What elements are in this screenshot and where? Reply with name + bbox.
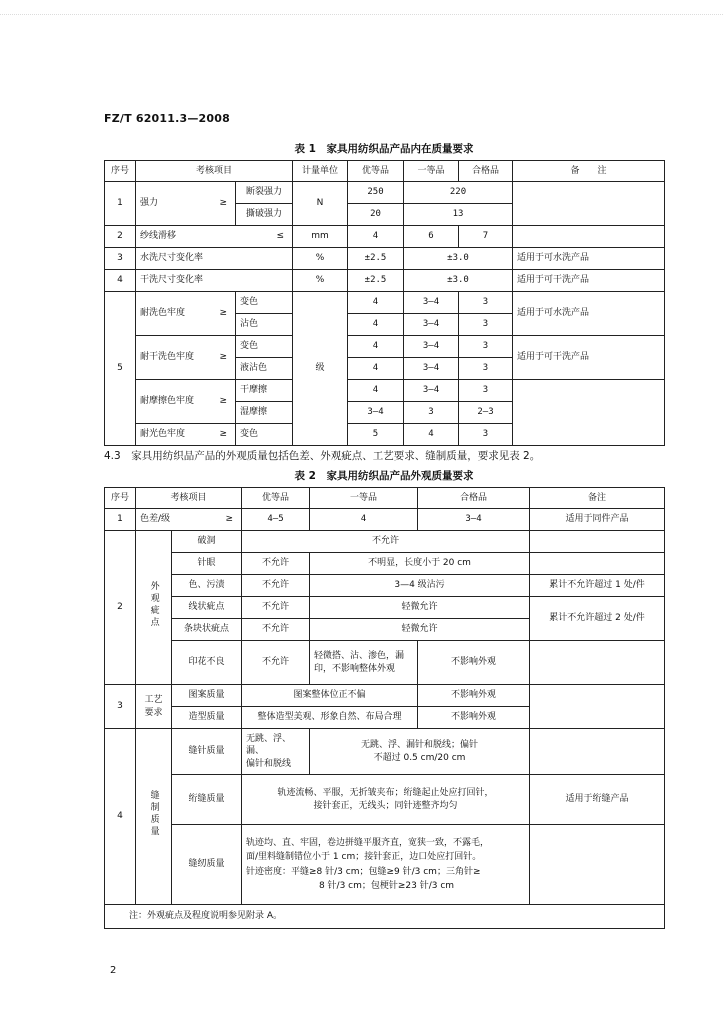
note-cell xyxy=(513,226,665,248)
value-cell: 250 xyxy=(348,182,404,204)
row-number: 3 xyxy=(105,685,136,729)
value-line: 面/里料缝制错位小于 1 cm；接针套正，边口处应打回针。 xyxy=(246,852,482,863)
header-cell: 一等品 xyxy=(404,161,459,182)
table-row xyxy=(105,248,665,270)
inequality-sign: ≥ xyxy=(225,514,234,525)
item-cell xyxy=(136,424,236,446)
value-cell xyxy=(242,825,530,905)
value-cell: 6 xyxy=(404,226,459,248)
note-cell: 适用于绗缝产品 xyxy=(530,775,665,825)
value-cell: 4 xyxy=(348,358,404,380)
header-cell: 计量单位 xyxy=(293,161,348,182)
group-label: 要求 xyxy=(144,707,163,718)
table-row xyxy=(105,775,665,825)
header-cell: 备注 xyxy=(530,488,665,509)
unit-cell: 级 xyxy=(293,292,348,446)
value-cell: 4 xyxy=(348,226,404,248)
note-cell xyxy=(530,553,665,575)
value-cell: 4 xyxy=(348,380,404,402)
value-cell xyxy=(310,729,530,775)
value-cell: 3—4 xyxy=(404,314,459,336)
value-cell: 5 xyxy=(348,424,404,446)
table-row xyxy=(105,531,665,553)
section-paragraph: 4.3 家具用纺织品产品的外观质量包括色差、外观疵点、工艺要求、缝制质量，要求见表 2。 xyxy=(104,450,541,462)
value-cell: 3—4 xyxy=(404,380,459,402)
scan-artifact-line xyxy=(0,14,723,19)
header-cell: 合格品 xyxy=(459,161,513,182)
value-cell: ±2.5 xyxy=(348,270,404,292)
row-number: 5 xyxy=(105,292,136,446)
row-number: 1 xyxy=(105,182,136,226)
header-cell: 优等品 xyxy=(348,161,404,182)
table2 xyxy=(104,487,665,929)
header-cell: 序号 xyxy=(105,161,136,182)
table-row xyxy=(105,597,665,619)
value-cell: 4 xyxy=(348,292,404,314)
table-row xyxy=(105,685,665,707)
value-cell: 3—4 xyxy=(404,292,459,314)
value-cell: 4 xyxy=(404,424,459,446)
value-cell: ±2.5 xyxy=(348,248,404,270)
value-cell: 7 xyxy=(459,226,513,248)
item-cell xyxy=(136,292,236,336)
item-label: 强力 xyxy=(140,198,159,209)
item-cell xyxy=(136,182,236,226)
table-footnote-row xyxy=(105,905,665,929)
value-cell: 不允许 xyxy=(242,619,310,641)
note-cell: 适用于同件产品 xyxy=(530,509,665,531)
note-cell: 累计不允许超过 2 处/件 xyxy=(530,597,665,641)
value-cell: 4—5 xyxy=(242,509,310,531)
sub-item: 图案质量 xyxy=(172,685,242,707)
sub-item: 线状疵点 xyxy=(172,597,242,619)
value-cell: 整体造型美观、形象自然、布局合理 xyxy=(242,707,418,729)
inequality-sign: ≥ xyxy=(219,198,227,209)
sub-item: 撕破强力 xyxy=(236,204,293,226)
value-cell: ±3.0 xyxy=(404,248,513,270)
inequality-sign: ≥ xyxy=(219,429,227,440)
inequality-sign: ≥ xyxy=(219,308,227,319)
item-cell xyxy=(136,226,293,248)
row-number: 1 xyxy=(105,509,136,531)
value-line: 无跳、浮、漏针和脱线；偏针 xyxy=(361,740,479,751)
note-cell: 适用于可水洗产品 xyxy=(513,248,665,270)
table-row xyxy=(105,270,665,292)
group-label: 外观疵点 xyxy=(148,581,159,630)
table2-caption: 表 2 家具用纺织品产品外观质量要求 xyxy=(294,470,474,482)
row-number: 2 xyxy=(105,226,136,248)
sub-item: 造型质量 xyxy=(172,707,242,729)
sub-item: 缝针质量 xyxy=(172,729,242,775)
item-label: 耐洗色牢度 xyxy=(140,308,186,319)
table-row xyxy=(105,575,665,597)
value-line: 8 针/3 cm；包梗针≥23 针/3 cm xyxy=(318,880,455,891)
unit-cell: % xyxy=(293,270,348,292)
value-line: 针迹密度：平缝≥8 针/3 cm；包缝≥9 针/3 cm；三角针≥ xyxy=(246,866,481,877)
value-cell xyxy=(310,641,418,685)
value-cell: 不允许 xyxy=(242,641,310,685)
header-cell: 合格品 xyxy=(418,488,530,509)
value-cell: 不明显，长度小于 20 cm xyxy=(310,553,530,575)
value-cell: 220 xyxy=(404,182,513,204)
table1-header-row xyxy=(105,161,665,182)
value-cell: 4 xyxy=(310,509,418,531)
note-cell: 适用于可水洗产品 xyxy=(513,292,665,336)
table2-header-row xyxy=(105,488,665,509)
header-cell: 序号 xyxy=(105,488,136,509)
value-cell: 轻微允许 xyxy=(310,619,530,641)
value-cell: 3 xyxy=(459,336,513,358)
inequality-sign: ≥ xyxy=(219,396,227,407)
group-label: 工艺 xyxy=(144,695,163,706)
sub-item: 针眼 xyxy=(172,553,242,575)
item-label: 耐光色牢度 xyxy=(140,429,186,440)
value-cell: 轻微允许 xyxy=(310,597,530,619)
value-cell xyxy=(242,729,310,775)
sub-item: 缝纫质量 xyxy=(172,825,242,905)
value-cell: 3 xyxy=(459,358,513,380)
header-cell: 考核项目 xyxy=(136,161,293,182)
table-row xyxy=(105,226,665,248)
value-cell: 3 xyxy=(459,380,513,402)
sub-item: 变色 xyxy=(236,424,293,446)
value-cell: 3—4 xyxy=(404,358,459,380)
sub-item: 变色 xyxy=(236,292,293,314)
table-row xyxy=(105,336,665,358)
value-cell xyxy=(242,775,530,825)
sub-item: 条块状疵点 xyxy=(172,619,242,641)
value-cell: 不影响外观 xyxy=(418,707,530,729)
sub-item: 印花不良 xyxy=(172,641,242,685)
row-number: 4 xyxy=(105,270,136,292)
value-cell: 13 xyxy=(404,204,513,226)
note-cell xyxy=(513,182,665,226)
sub-item: 湿摩擦 xyxy=(236,402,293,424)
sub-item: 断裂强力 xyxy=(236,182,293,204)
note-cell: 适用于可干洗产品 xyxy=(513,270,665,292)
note-cell xyxy=(530,531,665,553)
item-label: 水洗尺寸变化率 xyxy=(136,248,293,270)
group-label: 缝制质量 xyxy=(148,790,159,839)
standard-code: FZ/T 62011.3—2008 xyxy=(104,112,230,125)
item-cell xyxy=(136,509,242,531)
value-cell: 不影响外观 xyxy=(418,685,530,707)
sub-item: 沾色 xyxy=(236,314,293,336)
sub-item: 破洞 xyxy=(172,531,242,553)
value-cell: ±3.0 xyxy=(404,270,513,292)
table1-caption: 表 1 家具用纺织品产品内在质量要求 xyxy=(294,143,474,155)
group-cell xyxy=(136,685,172,729)
value-line: 印，不影响整体外观 xyxy=(314,663,396,674)
note-cell: 累计不允许超过 1 处/件 xyxy=(530,575,665,597)
page-number: 2 xyxy=(110,965,117,976)
value-line: 轻微搭、沾、渗色，漏 xyxy=(314,651,405,662)
header-cell: 优等品 xyxy=(242,488,310,509)
item-label: 耐干洗色牢度 xyxy=(140,352,195,363)
unit-cell: mm xyxy=(293,226,348,248)
value-cell: 3—4 xyxy=(404,336,459,358)
footnote: 注：外观疵点及程度说明参见附录 A。 xyxy=(105,905,665,929)
table-row xyxy=(105,641,665,685)
table-row xyxy=(105,182,665,204)
value-cell: 4 xyxy=(348,314,404,336)
table-row xyxy=(105,553,665,575)
value-cell: 3 xyxy=(459,292,513,314)
row-number: 3 xyxy=(105,248,136,270)
item-label: 干洗尺寸变化率 xyxy=(136,270,293,292)
value-line: 无跳、浮、漏、 xyxy=(246,734,292,757)
sub-item: 变色 xyxy=(236,336,293,358)
value-cell: 3—4 级沾污 xyxy=(310,575,530,597)
row-number: 2 xyxy=(105,531,136,685)
value-line: 轨迹流畅、平服，无折皱夹布；绗缝起止处应打回针， xyxy=(277,788,494,799)
table-row xyxy=(105,825,665,905)
value-cell: 3 xyxy=(404,402,459,424)
value-cell: 3—4 xyxy=(348,402,404,424)
value-line: 轨迹均、直、牢固，卷边拼缝平服齐直，宽狭一致，不露毛， xyxy=(246,837,490,848)
note-cell xyxy=(513,380,665,446)
value-line: 偏针和脱线 xyxy=(246,758,292,769)
unit-cell: N xyxy=(293,182,348,226)
table1 xyxy=(104,160,665,446)
item-cell xyxy=(136,336,236,380)
inequality-sign: ≥ xyxy=(219,352,227,363)
sub-item: 色、污渍 xyxy=(172,575,242,597)
item-label: 色差/级 xyxy=(140,514,171,525)
value-cell: 3—4 xyxy=(418,509,530,531)
value-cell: 3 xyxy=(459,424,513,446)
note-cell xyxy=(530,729,665,775)
inequality-sign: ≤ xyxy=(276,231,285,242)
group-cell xyxy=(136,729,172,905)
value-cell: 不允许 xyxy=(242,575,310,597)
note-cell xyxy=(530,641,665,685)
table-row xyxy=(105,729,665,775)
table-row xyxy=(105,380,665,402)
value-cell: 不影响外观 xyxy=(418,641,530,685)
value-cell: 不允许 xyxy=(242,531,530,553)
note-cell xyxy=(530,685,665,729)
header-cell: 一等品 xyxy=(310,488,418,509)
value-cell: 2—3 xyxy=(459,402,513,424)
item-label: 纱线滑移 xyxy=(140,231,177,242)
value-cell: 20 xyxy=(348,204,404,226)
note-cell: 适用于可干洗产品 xyxy=(513,336,665,380)
value-line: 接针套正，无线头；同针迹整齐均匀 xyxy=(313,800,458,811)
row-number: 4 xyxy=(105,729,136,905)
header-cell: 备 注 xyxy=(513,161,665,182)
value-cell: 4 xyxy=(348,336,404,358)
value-cell: 3 xyxy=(459,314,513,336)
table-row xyxy=(105,292,665,314)
header-cell: 考核项目 xyxy=(136,488,242,509)
value-cell: 不允许 xyxy=(242,597,310,619)
sub-item: 绗缝质量 xyxy=(172,775,242,825)
item-label: 耐摩擦色牢度 xyxy=(140,396,195,407)
sub-item: 干摩擦 xyxy=(236,380,293,402)
unit-cell: % xyxy=(293,248,348,270)
sub-item: 液沾色 xyxy=(236,358,293,380)
item-cell xyxy=(136,380,236,424)
note-cell xyxy=(530,825,665,905)
value-cell: 不允许 xyxy=(242,553,310,575)
table-row xyxy=(105,509,665,531)
group-cell xyxy=(136,531,172,685)
value-line: 不超过 0.5 cm/20 cm xyxy=(373,752,466,763)
value-cell: 图案整体位正不偏 xyxy=(242,685,418,707)
